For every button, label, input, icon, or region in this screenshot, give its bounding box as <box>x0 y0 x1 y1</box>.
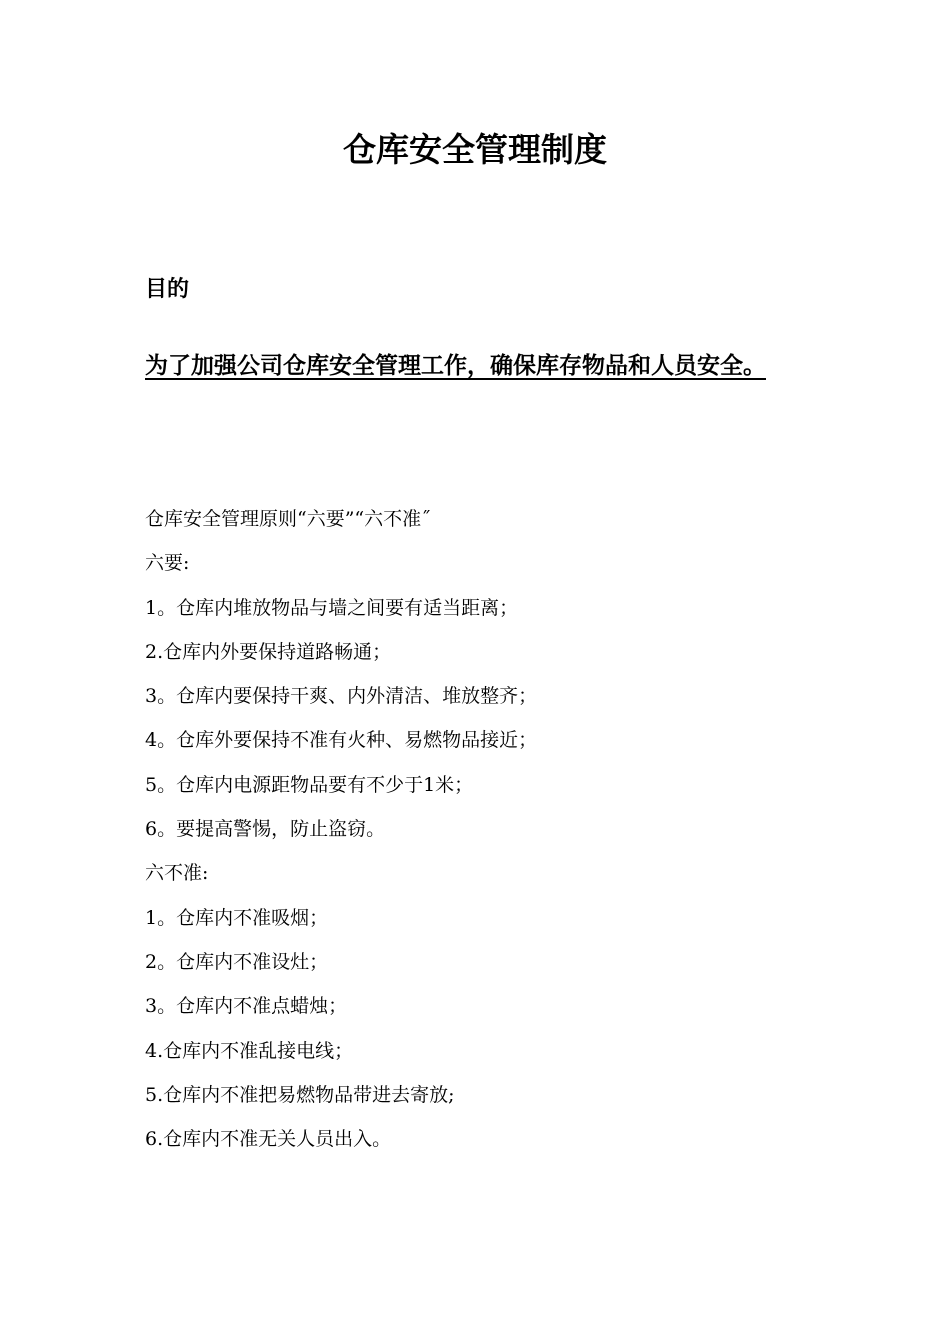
prohibition-item-1: 1。仓库内不准吸烟； <box>145 906 329 929</box>
six-musts-heading: 六要: <box>145 552 190 575</box>
purpose-text: 为了加强公司仓库安全管理工作，确保库存物品和人员安全。 <box>145 353 766 379</box>
must-item-1: 1。仓库内堆放物品与墙之间要有适当距离； <box>145 596 519 619</box>
must-item-3: 3。仓库内要保持干爽、内外清洁、堆放整齐； <box>145 685 538 708</box>
six-prohibitions-heading: 六不准: <box>145 862 209 885</box>
prohibition-item-3: 3。仓库内不准点蜡烛； <box>145 995 348 1018</box>
must-item-6: 6。要提高警惕，防止盗窃。 <box>145 818 386 841</box>
principle-line: 仓库安全管理原则“六要”“六不准˝ <box>145 508 431 530</box>
purpose-paragraph <box>145 338 825 394</box>
document-title: 仓库安全管理制度 <box>343 130 607 169</box>
prohibition-item-5: 5.仓库内不准把易燃物品带进去寄放; <box>145 1083 455 1106</box>
must-item-5: 5。仓库内电源距物品要有不少于1米； <box>145 773 474 796</box>
prohibition-item-2: 2。仓库内不准设灶； <box>145 950 329 973</box>
prohibition-item-6: 6.仓库内不准无关人员出入。 <box>145 1128 392 1151</box>
prohibition-item-4: 4.仓库内不准乱接电线； <box>145 1039 354 1062</box>
purpose-heading: 目的 <box>145 277 190 302</box>
rules-list <box>145 503 845 1167</box>
must-item-2: 2.仓库内外要保持道路畅通； <box>145 640 392 663</box>
must-item-4: 4。仓库外要保持不准有火种、易燃物品接近； <box>145 729 538 752</box>
